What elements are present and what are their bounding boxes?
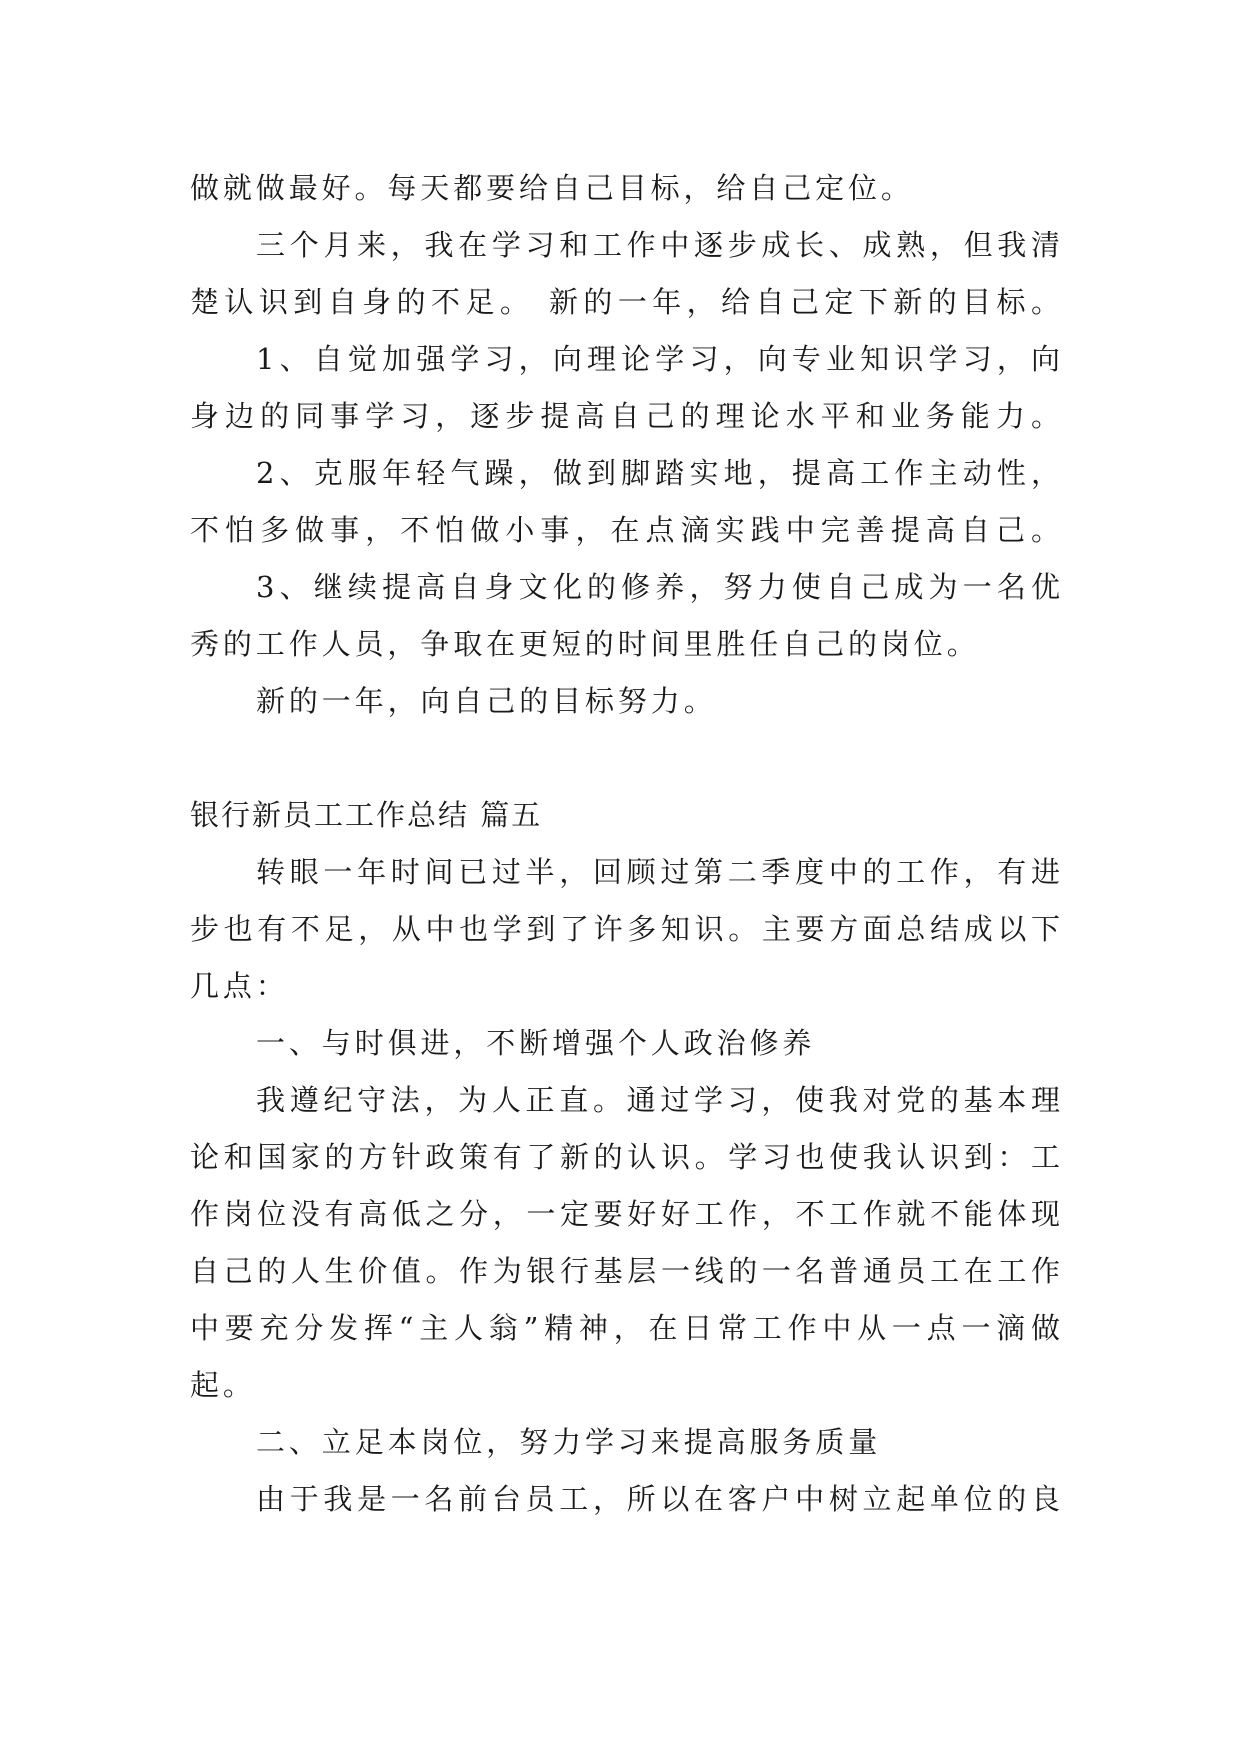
section-heading: 银行新员工工作总结 篇五 — [190, 798, 543, 832]
text-line: 2、克服年轻气躁，做到脚踏实地，提高工作主动性， — [256, 456, 1060, 490]
text-line: 做就做最好。每天都要给自己目标，给自己定位。 — [190, 171, 914, 205]
text-line: 我遵纪守法，为人正直。通过学习，使我对党的基本理 — [256, 1083, 1060, 1117]
text-line: 不怕多做事，不怕做小事，在点滴实践中完善提高自己。 — [190, 513, 1060, 547]
text-line: 3、继续提高自身文化的修养，努力使自己成为一名优 — [256, 570, 1060, 604]
text-line: 新的一年，向自己的目标努力。 — [256, 684, 717, 718]
text-line: 一、与时俱进，不断增强个人政治修养 — [256, 1026, 816, 1060]
text-line: 身边的同事学习，逐步提高自己的理论水平和业务能力。 — [190, 399, 1060, 433]
text-line: 几点： — [190, 969, 289, 1003]
text-line: 起。 — [190, 1368, 256, 1402]
text-line: 秀的工作人员，争取在更短的时间里胜任自己的岗位。 — [190, 627, 980, 661]
paragraph-gap — [190, 730, 1060, 787]
text-line: 1、自觉加强学习，向理论学习，向专业知识学习，向 — [256, 342, 1060, 376]
text-line: 自己的人生价值。作为银行基层一线的一名普通员工在工作 — [190, 1254, 1060, 1288]
text-line: 中要充分发挥“主人翁”精神，在日常工作中从一点一滴做 — [190, 1311, 1060, 1345]
text-line: 三个月来，我在学习和工作中逐步成长、成熟，但我清 — [256, 228, 1060, 262]
text-line: 楚认识到自身的不足。 新的一年，给自己定下新的目标。 — [190, 285, 1060, 319]
text-line: 论和国家的方针政策有了新的认识。学习也使我认识到：工 — [190, 1140, 1060, 1174]
text-line: 作岗位没有高低之分，一定要好好工作，不工作就不能体现 — [190, 1197, 1060, 1231]
text-line: 由于我是一名前台员工，所以在客户中树立起单位的良 — [256, 1482, 1060, 1516]
document-body — [190, 160, 1060, 1528]
text-line: 二、立足本岗位，努力学习来提高服务质量 — [256, 1425, 882, 1459]
text-line: 转眼一年时间已过半，回顾过第二季度中的工作，有进 — [256, 855, 1060, 889]
text-line: 步也有不足，从中也学到了许多知识。主要方面总结成以下 — [190, 912, 1060, 946]
